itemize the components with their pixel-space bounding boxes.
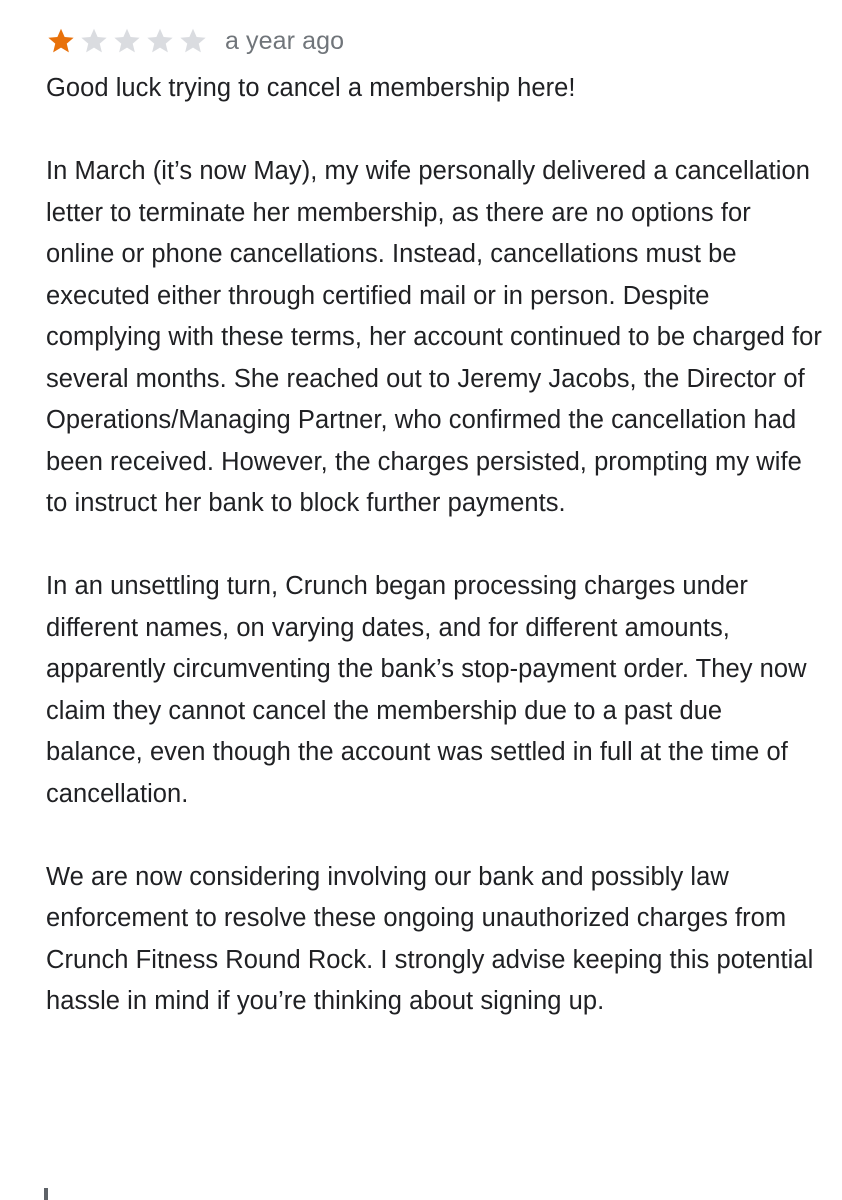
review-paragraph: Good luck trying to cancel a membership here! [46, 74, 576, 102]
star-icon [145, 26, 175, 56]
review-paragraph: In an unsettling turn, Crunch began processing charges under different names, on varying dates, and for different amounts, apparently circumventing the bank’s stop-payment order. They now claim they cannot cancel the membership due to a past due balance, even though the account was settled in full at the time of cancellation. [46, 572, 807, 808]
star-icon [112, 26, 142, 56]
star-rating [46, 26, 211, 56]
rating-row [46, 20, 826, 62]
star-icon [178, 26, 208, 56]
scroll-indicator [44, 1188, 48, 1200]
review-paragraph: In March (it’s now May), my wife personally delivered a cancellation letter to terminate her membership, as there are no options for online or phone cancellations. Instead, cancellations must be executed either through certified mail or in person. Despite complying with these terms, her account continued to be charged for several months. She reached out to Jeremy Jacobs, the Director of Operations/Managing Partner, who confirmed the cancellation had been received. However, the charges persisted, prompting my wife to instruct her bank to block further payments. [46, 157, 822, 517]
review-text [46, 68, 826, 1023]
star-icon [46, 26, 76, 56]
review-timestamp: a year ago [225, 26, 345, 55]
review-card [46, 20, 826, 1023]
review-paragraph: We are now considering involving our bank and possibly law enforcement to resolve these ongoing unauthorized charges from Crunch Fitness Round Rock. I strongly advise keeping this potential hassle in mind if you’re thinking about signing up. [46, 862, 814, 1015]
star-icon [79, 26, 109, 56]
